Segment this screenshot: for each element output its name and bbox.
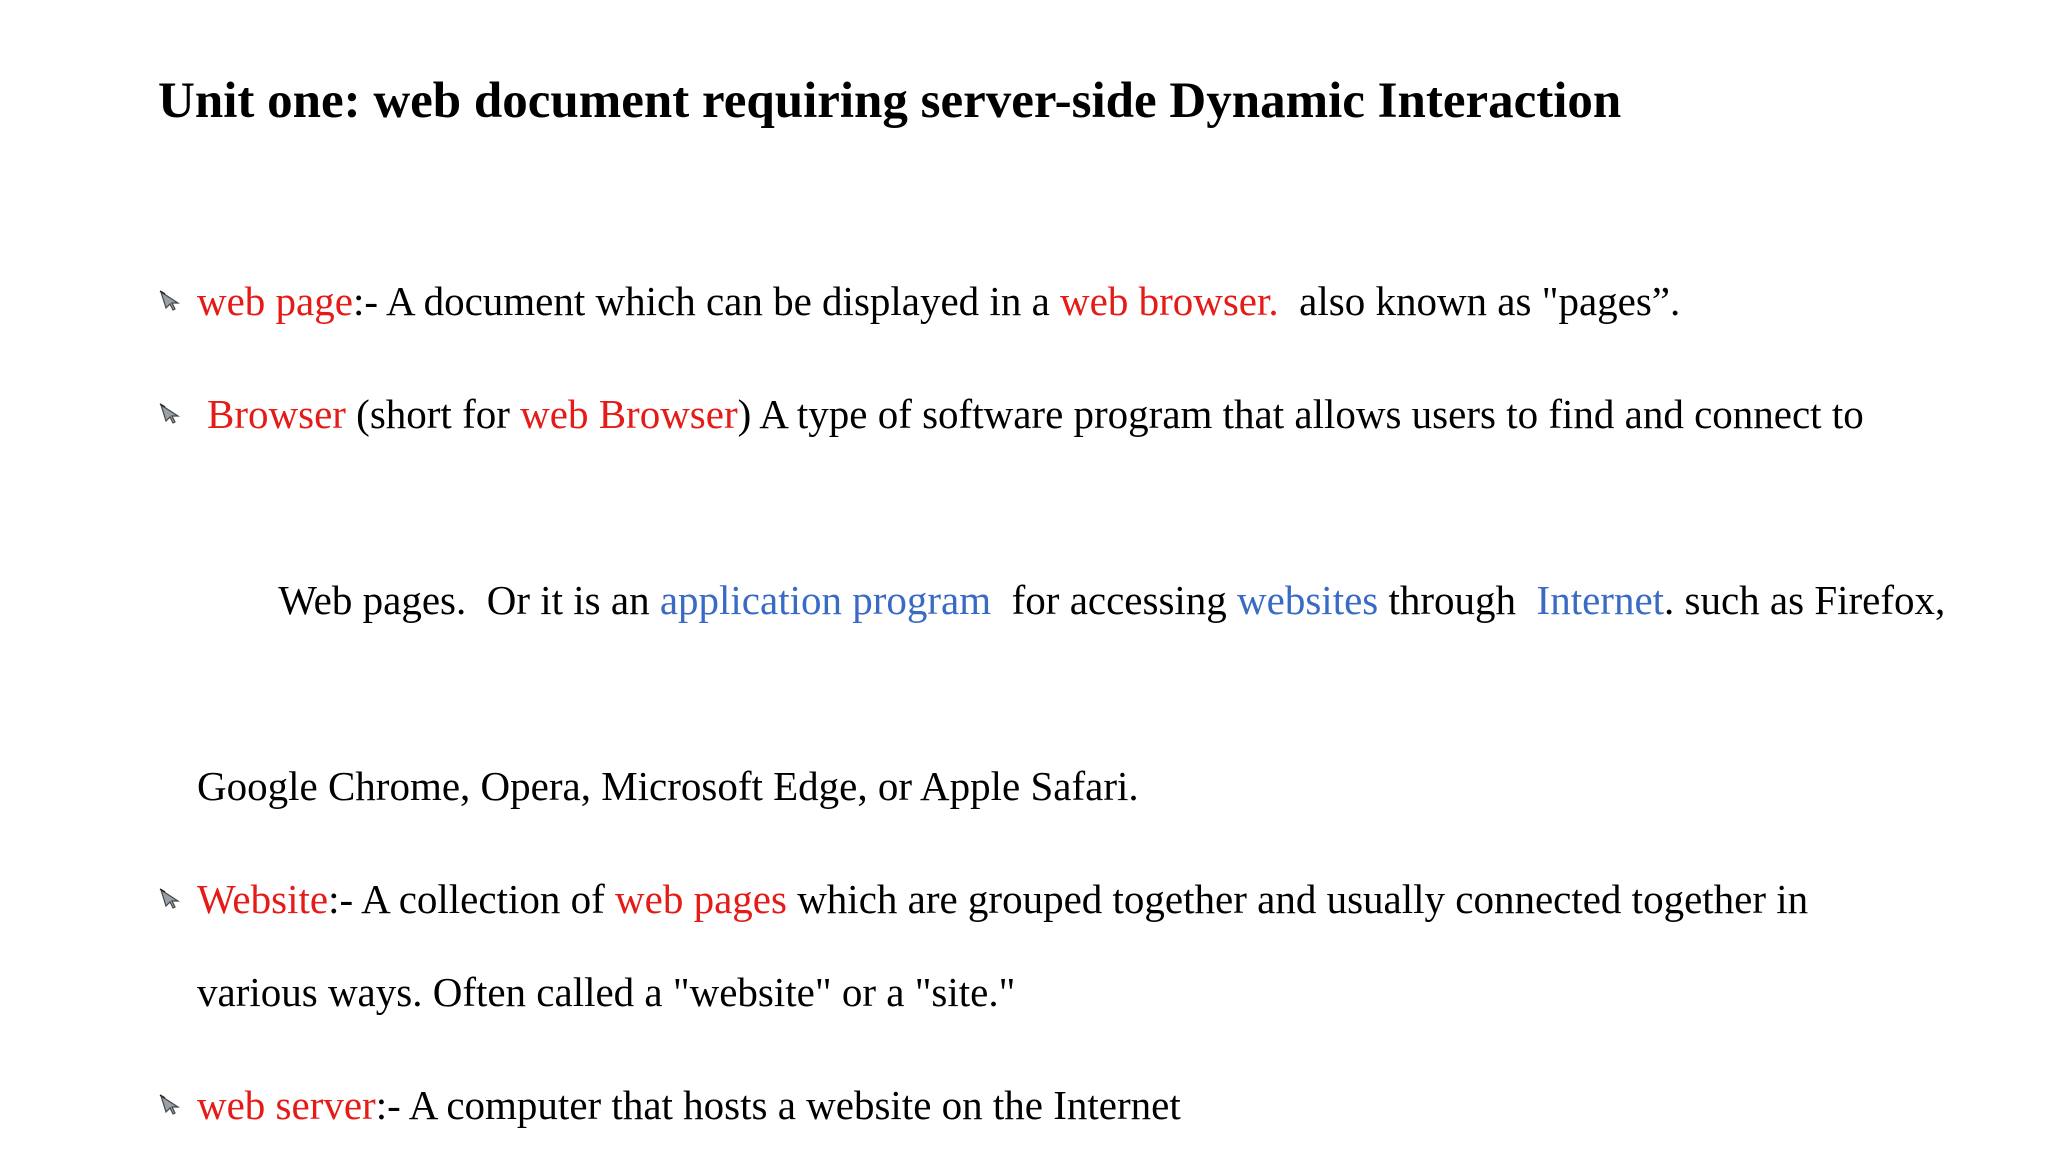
pencil-pointer-icon (158, 401, 182, 425)
pencil-pointer-icon (158, 1092, 182, 1116)
bullet-web-page (158, 255, 1958, 348)
definition-text: :- A computer that hosts a website on the Internet (375, 1082, 1181, 1128)
definition-text: :- A document which can be displayed in a (352, 278, 1061, 324)
term-browser: Browser (207, 391, 346, 437)
pencil-pointer-icon (158, 886, 182, 910)
definition-text: for accessing (991, 577, 1238, 623)
term-web-page: web page (197, 278, 353, 324)
pencil-pointer-icon (158, 288, 182, 312)
term-web-server: web server (197, 1082, 376, 1128)
bullet-web-server (158, 1059, 1958, 1152)
definition-text: various ways. Often called a "website" or a "site." (197, 969, 1016, 1015)
bullet-list (158, 255, 1958, 1172)
term-web-browser: web browser. (1060, 278, 1279, 324)
term-internet: Internet (1536, 577, 1665, 623)
slide-title: Unit one: web document requiring server-side Dynamic Interaction (158, 73, 1622, 129)
definition-text: through (1378, 577, 1537, 623)
definition-text: ) A type of software program that allows users to find and connect to (737, 391, 1864, 437)
term-website: Website (197, 876, 329, 922)
definition-text: Web pages. Or it is an (278, 577, 660, 623)
definition-text: (short for (345, 391, 521, 437)
definition-text: :- A collection of (328, 876, 616, 922)
bullet-website (158, 853, 1958, 1039)
term-web-browser: web Browser (520, 391, 738, 437)
term-web-pages: web pages (615, 876, 787, 922)
term-websites: websites (1237, 577, 1379, 623)
bullet-browser (158, 368, 1958, 833)
term-application-program: application program (659, 577, 992, 623)
definition-text: which are grouped together and usually connected together in (786, 876, 1809, 922)
definition-text: also known as "pages”. (1278, 278, 1681, 324)
definition-text: . such as Firefox, (1664, 577, 1946, 623)
definition-text: Google Chrome, Opera, Microsoft Edge, or Apple Safari. (197, 763, 1139, 809)
